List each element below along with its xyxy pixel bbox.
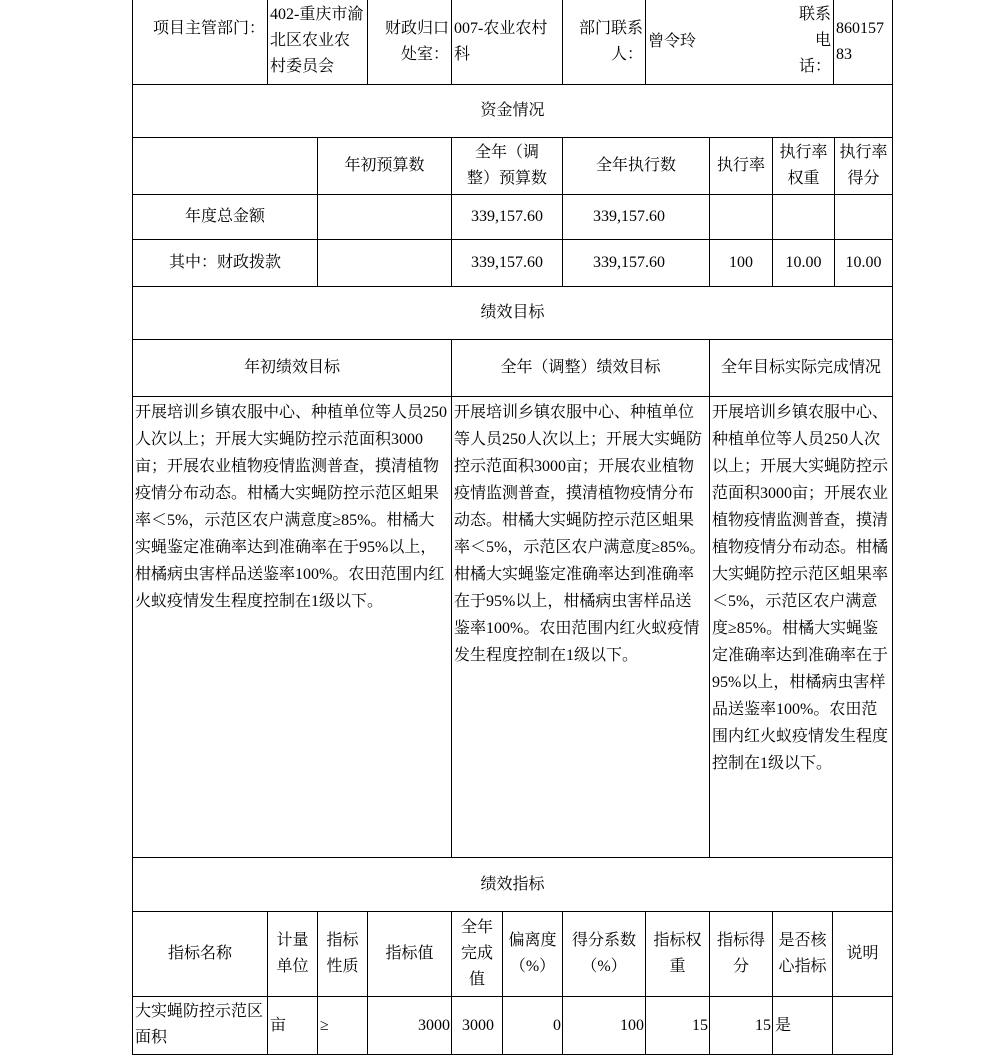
ind-row-name: 大实蝇防控示范区面积 <box>132 996 268 1055</box>
dept-label: 项目主管部门： <box>132 0 268 85</box>
funds-row-total-adjusted: 339,157.60 <box>451 194 563 240</box>
dept-value: 402-重庆市渝北区农业农村委员会 <box>267 0 368 85</box>
ind-header-unit: 计量单位 <box>267 911 318 997</box>
funds-row-total-weight <box>772 194 835 240</box>
goals-header-adjusted: 全年（调整）绩效目标 <box>451 339 710 397</box>
funds-row-fiscal-rate: 100 <box>709 239 773 287</box>
goals-header-initial: 年初绩效目标 <box>132 339 452 397</box>
ind-row-coef: 100 <box>562 996 646 1055</box>
ind-header-note: 说明 <box>832 911 893 997</box>
ind-row-score: 15 <box>709 996 773 1055</box>
goals-section-title: 绩效目标 <box>132 286 893 340</box>
funds-row-total-label: 年度总金额 <box>132 194 318 240</box>
funds-header-weight: 执行率权重 <box>772 137 835 195</box>
funds-row-fiscal-executed: 339,157.60 <box>562 239 710 287</box>
ind-header-target: 指标值 <box>367 911 452 997</box>
funds-row-total-rate <box>709 194 773 240</box>
phone-label: 联系电话： <box>779 0 834 85</box>
ind-row-unit: 亩 <box>267 996 318 1055</box>
funds-row-total-score <box>834 194 893 240</box>
indicators-section-title: 绩效指标 <box>132 857 893 912</box>
ind-row-weight: 15 <box>645 996 710 1055</box>
ind-header-name: 指标名称 <box>132 911 268 997</box>
finance-label: 财政归口处室： <box>367 0 452 85</box>
ind-row-core: 是 <box>772 996 833 1055</box>
funds-header-score: 执行率得分 <box>834 137 893 195</box>
funds-header-initial: 年初预算数 <box>317 137 452 195</box>
ind-row-nature: ≥ <box>317 996 368 1055</box>
funds-section-title: 资金情况 <box>132 84 893 138</box>
ind-row-deviation: 0 <box>502 996 563 1055</box>
goals-header-actual: 全年目标实际完成情况 <box>709 339 893 397</box>
ind-row-actual: 3000 <box>451 996 503 1055</box>
ind-header-weight: 指标权重 <box>645 911 710 997</box>
ind-header-actual: 全年完成值 <box>451 911 503 997</box>
ind-row-note <box>832 996 893 1055</box>
ind-header-deviation: 偏离度（%） <box>502 911 563 997</box>
contact-label: 部门联系人： <box>562 0 646 85</box>
funds-row-fiscal-initial <box>317 239 452 287</box>
funds-row-fiscal-weight: 10.00 <box>772 239 835 287</box>
funds-header-executed: 全年执行数 <box>562 137 710 195</box>
phone-value: 86015783 <box>833 0 893 85</box>
funds-row-fiscal-adjusted: 339,157.60 <box>451 239 563 287</box>
ind-header-score: 指标得分 <box>709 911 773 997</box>
goals-initial-text: 开展培训乡镇农服中心、种植单位等人员250人次以上；开展大实蝇防控示范面积3000亩；开展农业植物疫情监测普查，摸清植物疫情分布动态。柑橘大实蝇防控示范区蛆果率＜5%，示范区农户满意度≥85%。柑橘大实蝇鉴定准确率达到准确率在于95%以上，柑橘病虫害样品送鉴率100%。农田范围内红火蚁疫情发生程度控制在1级以下。 <box>132 396 452 858</box>
funds-row-total-initial <box>317 194 452 240</box>
funds-header-rate: 执行率 <box>709 137 773 195</box>
funds-header-blank <box>132 137 318 195</box>
goals-adjusted-text: 开展培训乡镇农服中心、种植单位等人员250人次以上；开展大实蝇防控示范面积3000亩；开展农业植物疫情监测普查，摸清植物疫情分布动态。柑橘大实蝇防控示范区蛆果率＜5%，示范区农户满意度≥85%。柑橘大实蝇鉴定准确率达到准确率在于95%以上，柑橘病虫害样品送鉴率100%。农田范围内红火蚁疫情发生程度控制在1级以下。 <box>451 396 710 858</box>
ind-header-coef: 得分系数（%） <box>562 911 646 997</box>
funds-row-fiscal-score: 10.00 <box>834 239 893 287</box>
goals-actual-text: 开展培训乡镇农服中心、种植单位等人员250人次以上；开展大实蝇防控示范面积3000亩；开展农业植物疫情监测普查，摸清植物疫情分布动态。柑橘大实蝇防控示范区蛆果率＜5%，示范区农户满意度≥85%。柑橘大实蝇鉴定准确率达到准确率在于95%以上，柑橘病虫害样品送鉴率100%。农田范围内红火蚁疫情发生程度控制在1级以下。 <box>709 396 893 858</box>
funds-header-adjusted: 全年（调整）预算数 <box>451 137 563 195</box>
finance-value: 007-农业农村科 <box>451 0 563 85</box>
ind-header-core: 是否核心指标 <box>772 911 833 997</box>
contact-value: 曾令玲 <box>645 0 780 85</box>
ind-header-nature: 指标性质 <box>317 911 368 997</box>
ind-row-target: 3000 <box>367 996 452 1055</box>
funds-row-fiscal-label: 其中：财政拨款 <box>132 239 318 287</box>
funds-row-total-executed: 339,157.60 <box>562 194 710 240</box>
